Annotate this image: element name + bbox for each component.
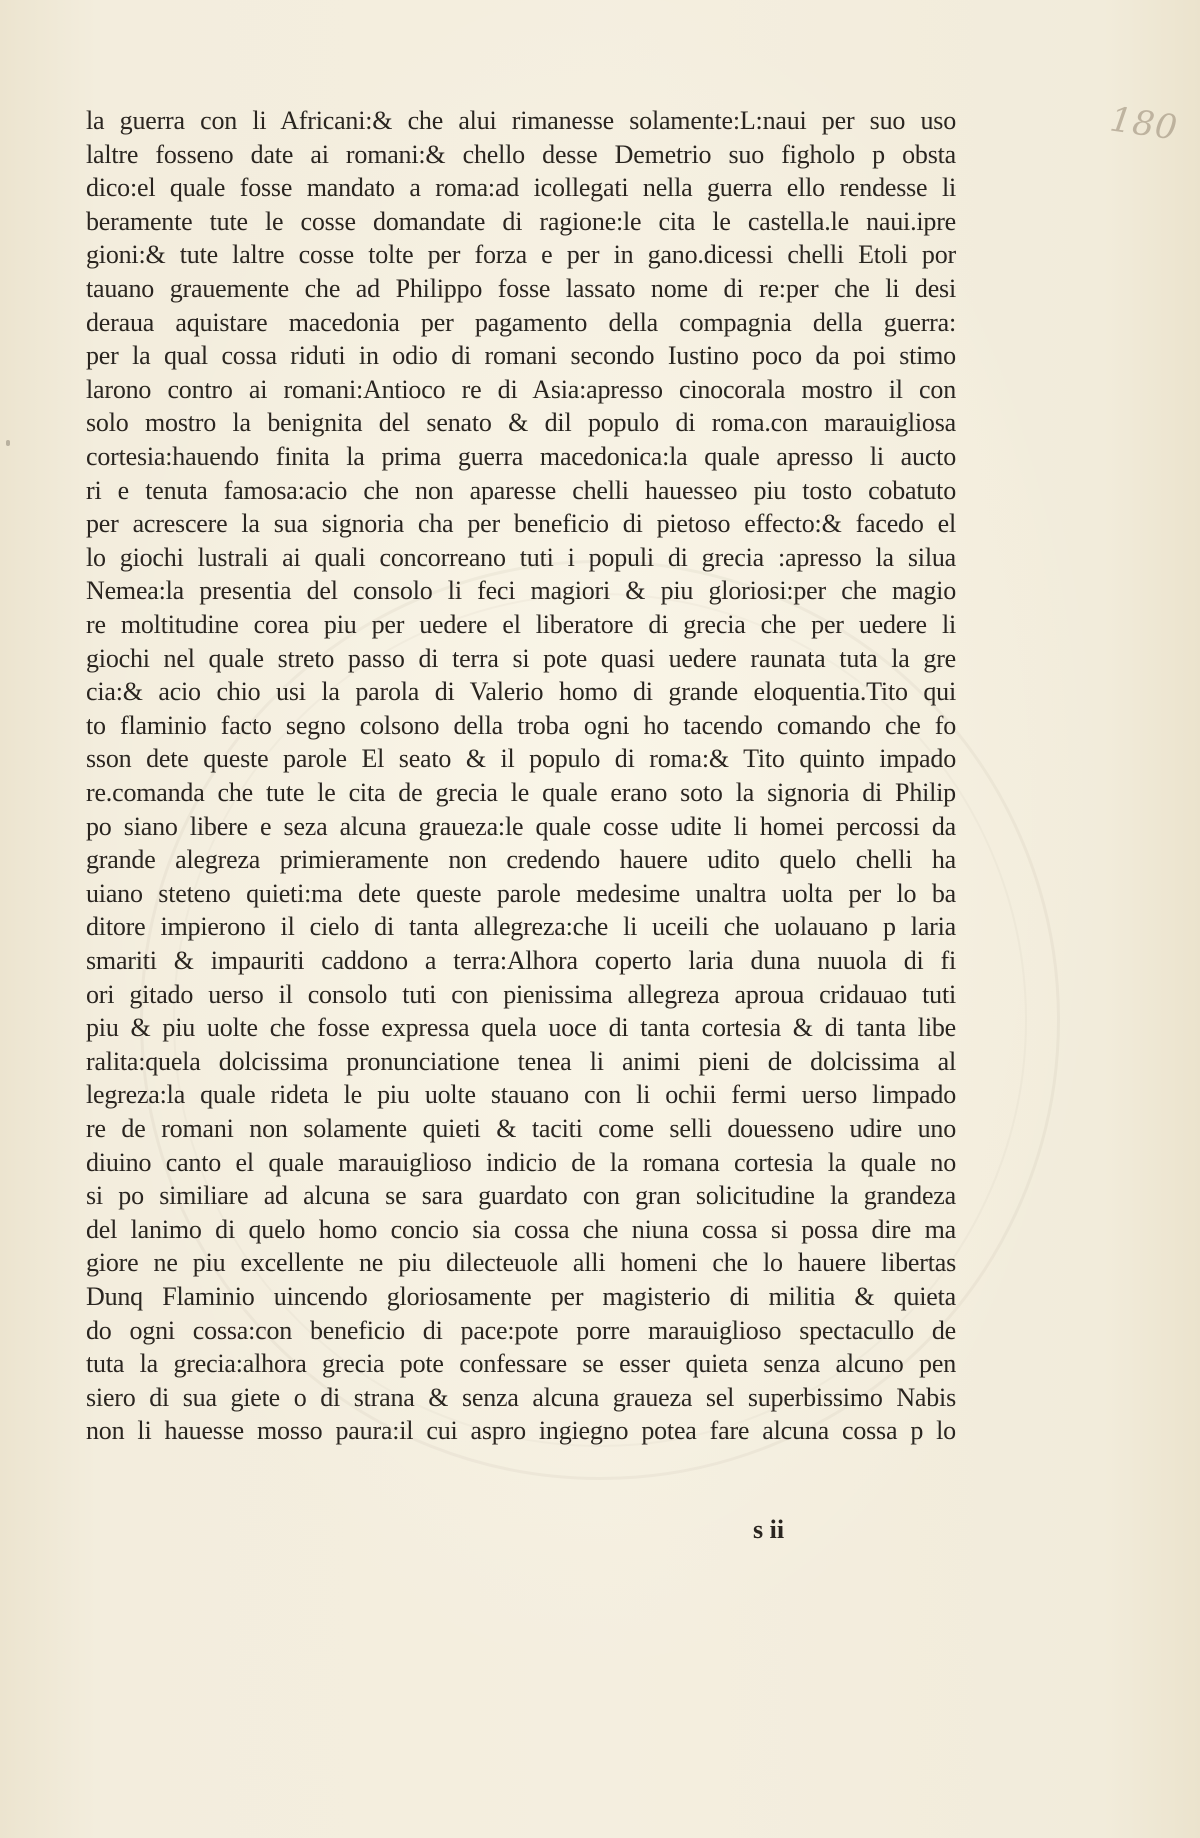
text-line: si po similiare ad alcuna se sara guardato con gran solicitudine la grandeza xyxy=(86,1181,956,1211)
text-block xyxy=(86,104,956,1464)
text-line: larono contro ai romani:Antioco re di Asia:apresso cinocorala mostro il con xyxy=(86,374,956,404)
text-line: ori gitado uerso il consolo tuti con pienissima allegreza aproua cridauao tuti xyxy=(86,979,956,1009)
folio-number: 180 xyxy=(1107,99,1181,149)
text-line: do ogni cossa:con beneficio di pace:pote porre marauiglioso spectacullo de xyxy=(86,1315,956,1345)
text-line: ditore impierono il cielo di tanta allegreza:che li uceili che uolauano p laria xyxy=(86,912,956,942)
text-line: to flaminio facto segno colsono della troba ogni ho tacendo comando che fo xyxy=(86,710,956,740)
text-line: deraua aquistare macedonia per pagamento della compagnia della guerra: xyxy=(86,307,956,337)
text-line: non li hauesse mosso paura:il cui aspro ingiegno potea fare alcuna cossa p lo xyxy=(86,1416,956,1446)
text-line: tuta la grecia:alhora grecia pote confessare se esser quieta senza alcuno pen xyxy=(86,1349,956,1379)
text-line: re de romani non solamente quieti & taciti come selli douesseno udire uno xyxy=(86,1114,956,1143)
text-line: uiano steteno quieti:ma dete queste parole medesime unaltra uolta per lo ba xyxy=(86,878,956,908)
text-line: legreza:la quale rideta le piu uolte stauano con li ochii fermi uerso limpado xyxy=(86,1080,956,1110)
text-line: po siano libere e seza alcuna graueza:le quale cosse udite li homei percossi da xyxy=(86,811,956,841)
text-line: piu & piu uolte che fosse expressa quela uoce di tanta cortesia & di tanta libe xyxy=(86,1013,956,1043)
text-line: giochi nel quale streto passo di terra si pote quasi uedere raunata tuta la gre xyxy=(86,643,956,673)
text-line: cortesia:hauendo finita la prima guerra macedonica:la quale apresso li aucto xyxy=(86,442,956,471)
margin-mark xyxy=(6,440,10,446)
text-line: gioni:& tute laltre cosse tolte per forza e per in gano.dicessi chelli Etoli por xyxy=(86,240,956,270)
text-line: beramente tute le cosse domandate di ragione:le cita le castella.le naui.ipre xyxy=(86,206,956,236)
text-line: sson dete queste parole El seato & il populo di roma:& Tito quinto impado xyxy=(86,744,956,774)
text-line: re moltitudine corea piu per uedere el liberatore di grecia che per uedere li xyxy=(86,610,956,639)
text-line: smariti & impauriti caddono a terra:Alhora coperto laria duna nuuola di fi xyxy=(86,946,956,975)
text-line: la guerra con li Africani:& che alui rimanesse solamente:L:naui per suo uso xyxy=(86,106,956,135)
text-line: grande alegreza primieramente non credendo hauere udito quelo chelli ha xyxy=(86,845,956,875)
text-line: ralita:quela dolcissima pronunciatione tenea li animi pieni de dolcissima al xyxy=(86,1046,956,1076)
text-line: re.comanda che tute le cita de grecia le quale erano soto la signoria di Philip xyxy=(86,778,956,807)
text-line: solo mostro la benignita del senato & dil populo di roma.con marauigliosa xyxy=(86,408,956,438)
text-line: siero di sua giete o di strana & senza alcuna graueza sel superbissimo Nabis xyxy=(86,1382,956,1412)
signature-mark: s ii xyxy=(753,1515,785,1544)
text-line: giore ne piu excellente ne piu dilecteuole alli homeni che lo hauere libertas xyxy=(86,1248,956,1278)
text-line: per la qual cossa riduti in odio di romani secondo Iustino poco da poi stimo xyxy=(86,341,956,371)
text-line: cia:& acio chio usi la parola di Valerio homo di grande eloquentia.Tito qui xyxy=(86,677,956,707)
text-line: del lanimo di quelo homo concio sia cossa che niuna cossa si possa dire ma xyxy=(86,1214,956,1244)
text-line: lo giochi lustrali ai quali concorreano tuti i populi di grecia :apresso la silua xyxy=(86,542,956,572)
text-line: dico:el quale fosse mandato a roma:ad icollegati nella guerra ello rendesse li xyxy=(86,173,956,203)
text-line: Dunq Flaminio uincendo gloriosamente per magisterio di militia & quieta xyxy=(86,1282,956,1311)
text-line: per acrescere la sua signoria cha per beneficio di pietoso effecto:& facedo el xyxy=(86,509,956,539)
text-line: tauano grauemente che ad Philippo fosse lassato nome di re:per che li desi xyxy=(86,274,956,303)
text-line: laltre fosseno date ai romani:& chello desse Demetrio suo figholo p obsta xyxy=(86,139,956,169)
text-line: diuino canto el quale marauiglioso indicio de la romana cortesia la quale no xyxy=(86,1147,956,1177)
text-line: Nemea:la presentia del consolo li feci magiori & piu gloriosi:per che magio xyxy=(86,576,956,606)
text-line: ri e tenuta famosa:acio che non aparesse chelli hauesseo piu tosto cobatuto xyxy=(86,475,956,505)
